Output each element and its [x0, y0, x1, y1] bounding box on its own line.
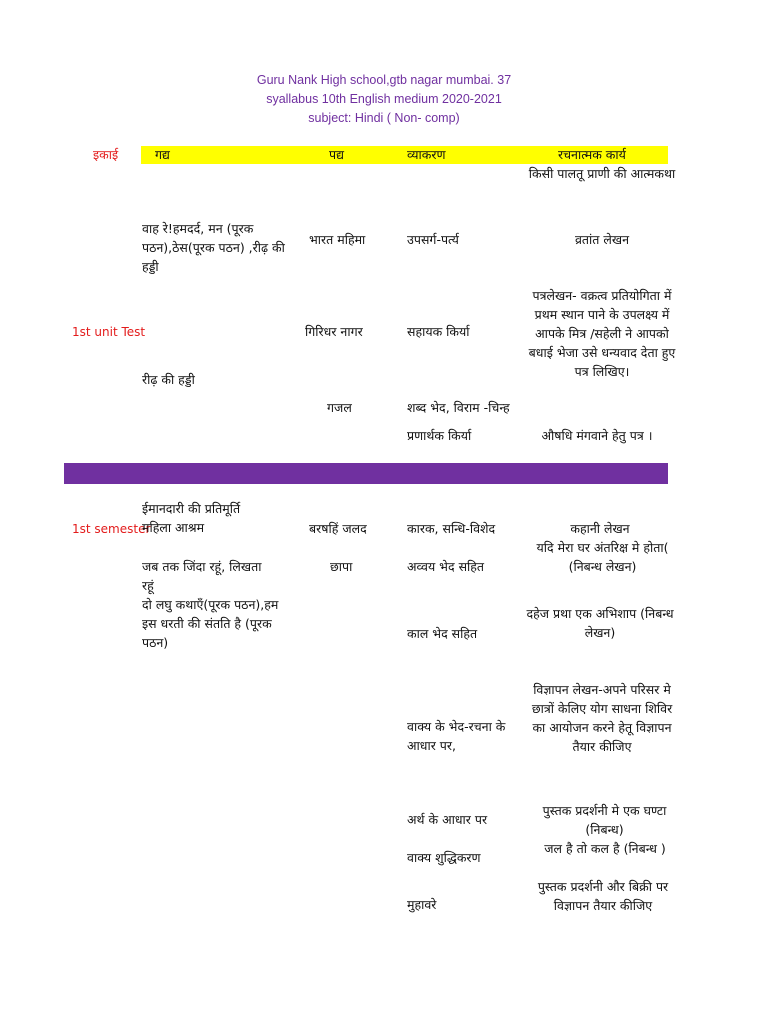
unit-poetry-1: भारत महिमा: [309, 232, 366, 247]
unit-grammar-1: उपसर्ग-पर्त्य: [407, 232, 459, 247]
semester-prose-4: दो लघु कथाएँ(पूरक पठन),हम इस धरती की संतति है (पूरक पठन): [142, 597, 279, 650]
subject-title: subject: Hindi ( Non- comp): [308, 111, 460, 125]
semester-prose-1: ईमानदारी की प्रतिमूर्ति: [142, 501, 241, 516]
semester-creative-3: दहेज प्रथा एक अभिशाप (निबन्ध लेखन): [526, 606, 674, 640]
semester-prose-3: जब तक जिंदा रहूं, लिखता रहूं: [142, 559, 262, 593]
semester-grammar-2: अव्वय भेद सहित: [407, 559, 485, 574]
semester-grammar-7: मुहावरे: [407, 897, 437, 912]
semester-grammar-5: अर्थ के आधार पर: [407, 812, 488, 827]
unit-grammar-2: सहायक किर्या: [407, 324, 470, 339]
section-label-semester: 1st semester: [72, 522, 151, 536]
unit-creative-1: किसी पालतू प्राणी की आत्मकथा: [528, 166, 676, 181]
semester-creative-6: जल है तो कल है (निबन्ध ): [544, 841, 666, 856]
section-label-unit-test: 1st unit Test: [72, 325, 146, 339]
unit-creative-2: व्रतांत लेखन: [574, 232, 630, 247]
unit-grammar-4: प्रणार्थक किर्या: [407, 428, 472, 443]
semester-grammar-4: वाक्य के भेद-रचना के आधार पर,: [407, 719, 506, 753]
semester-creative-5: पुस्तक प्रदर्शनी मे एक घण्टा (निबन्ध): [542, 803, 667, 837]
semester-grammar-1: कारक, सन्धि-विशेद: [407, 521, 496, 536]
column-header-unit: इकाई: [93, 147, 119, 162]
unit-poetry-2: गिरिधर नागर: [305, 324, 363, 339]
unit-creative-4: औषधि मंगवाने हेतु पत्र ।: [541, 428, 653, 443]
section-divider: [64, 463, 668, 484]
column-header-poetry: पद्य: [329, 147, 344, 162]
unit-prose-1: वाह रे!हमदर्द, मन (पूरक पठन),ठेस(पूरक पठन) ,रीढ़ की हड्डी: [142, 221, 285, 274]
semester-grammar-6: वाक्य शुद्धिकरण: [407, 850, 481, 865]
column-header-grammar: व्याकरण: [407, 147, 446, 162]
unit-creative-3: पत्रलेखन- वक्रत्व प्रतियोगिता में प्रथम स्थान पाने के उपलक्ष्य में आपके मित्र /सहेली ने आपको बधाई भेजा उसे धन्यवाद देता हुए पत्र लिखिए।: [528, 288, 676, 379]
semester-creative-7: पुस्तक प्रदर्शनी और बिक्री पर विज्ञापन तैयार कीजिए: [537, 879, 669, 913]
semester-creative-4: विज्ञापन लेखन-अपने परिसर मे छात्रों केलिए योग साधना शिविर का आयोजन करने हेतू विज्ञापन तैयार कीजिए: [531, 682, 673, 754]
column-header-creative: रचनात्मक कार्य: [558, 147, 626, 162]
semester-prose-2: महिला आश्रम: [142, 520, 205, 535]
column-header-prose: गद्य: [155, 147, 170, 162]
unit-poetry-3: गजल: [327, 400, 352, 415]
semester-poetry-2: छापा: [330, 559, 353, 574]
semester-poetry-1: बरषहिं जलद: [309, 521, 367, 536]
semester-creative-1: कहानी लेखन: [570, 521, 630, 536]
unit-grammar-3: शब्द भेद, विराम -चिन्ह: [407, 400, 510, 415]
school-title: Guru Nank High school,gtb nagar mumbai. 37: [256, 73, 512, 87]
semester-grammar-3: काल भेद सहित: [407, 626, 478, 641]
semester-creative-2: यदि मेरा घर अंतरिक्ष मे होता( (निबन्ध लेखन): [536, 540, 669, 574]
unit-prose-2: रीढ़ की हड्डी: [142, 372, 195, 387]
syllabus-title: syallabus 10th English medium 2020-2021: [266, 92, 502, 106]
